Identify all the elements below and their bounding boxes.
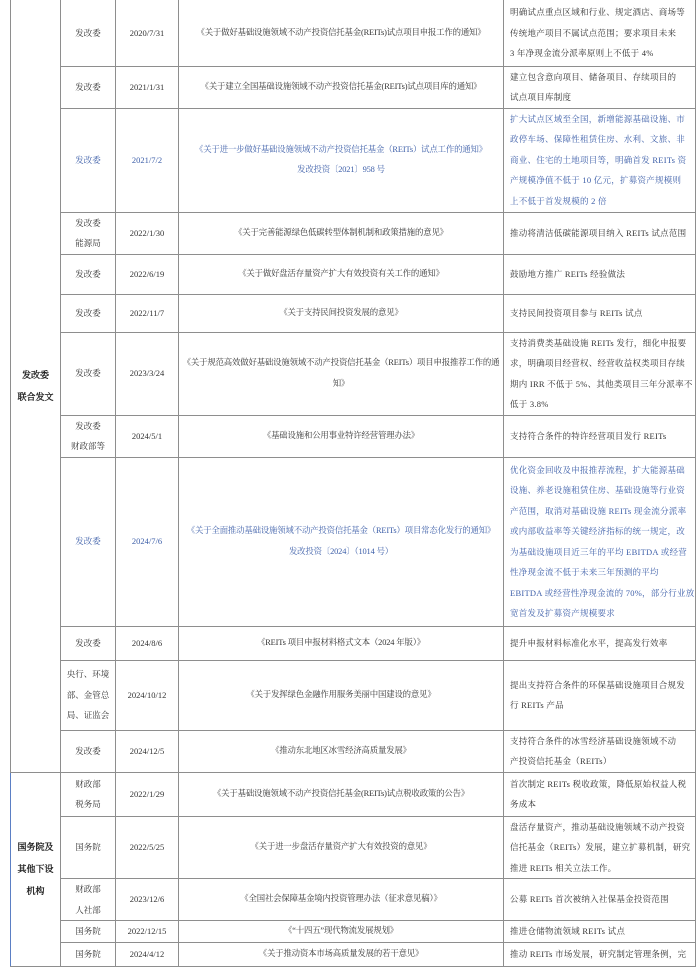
date-value: 2021/1/31 — [129, 81, 165, 92]
content-cell — [504, 730, 696, 772]
department-cell — [61, 921, 116, 943]
date-value: 2022/12/15 — [127, 926, 167, 936]
table-row — [11, 921, 696, 943]
date-value: 2024/8/6 — [131, 637, 163, 648]
department-line: 发改委 — [75, 368, 101, 379]
content-cell — [504, 660, 696, 730]
category-label-line: 联合发文 — [17, 391, 54, 402]
date-value: 2022/1/30 — [129, 227, 165, 238]
content-cell — [504, 254, 696, 294]
content-line: 上不低于首发规模的 2 倍 — [510, 195, 607, 206]
document-title-line: 《关于基础设施领域不动产投资信托基金(REITs)试点税收政策的公告》 — [212, 788, 470, 798]
date-value: 2022/5/25 — [129, 842, 165, 852]
content-line: 低于 3.8% — [510, 399, 549, 409]
date-cell — [116, 879, 179, 921]
document-title-line: 知》 — [332, 378, 350, 388]
content-line: 推动将清洁低碳能源项目纳入 REITs 试点范围 — [510, 227, 687, 238]
table-row — [11, 816, 696, 879]
content-line: 性净现金流不低于未来三年预测的平均 — [510, 567, 659, 577]
content-line: 宽首发及扩募资产规模要求 — [510, 608, 616, 618]
content-line: 产范围，取消对基础设施 REITs 现金流分派率 — [510, 505, 687, 516]
department-cell — [61, 212, 116, 254]
content-line: 产规模净值不低于 10 亿元，扩募资产规模则 — [510, 175, 682, 186]
department-line: 国务院 — [75, 842, 101, 852]
content-line: 提升申报材料标准化水平，提高发行效率 — [510, 637, 668, 648]
category-label-line: 国务院及 — [17, 842, 54, 852]
content-line: 传统地产项目不属试点范围；要求项目未来 — [510, 27, 677, 38]
document-title-line: 《关于完善能源绿色低碳转型体制机制和政策措施的意见》 — [234, 227, 448, 237]
content-cell — [504, 66, 696, 108]
document-cell — [179, 212, 504, 254]
content-line: 商业、住宅的土地项目等，明确首发 REITs 资 — [510, 154, 687, 165]
date-cell — [116, 942, 179, 966]
content-line: 提出支持符合条件的环保基础设施项目合规发 — [510, 679, 686, 690]
date-cell — [116, 332, 179, 415]
date-cell — [116, 730, 179, 772]
department-line: 财政部 — [75, 778, 101, 789]
document-cell — [179, 415, 504, 457]
category-cell — [11, 772, 61, 966]
department-line: 发改委 — [75, 217, 101, 228]
department-line: 发改委 — [75, 307, 101, 318]
content-line: 公募 REITs 首次被纳入社保基金投资范围 — [510, 894, 669, 905]
date-value: 2020/7/31 — [129, 27, 165, 38]
department-line: 发改委 — [75, 536, 101, 547]
date-value: 2023/3/24 — [129, 368, 165, 379]
document-title-line: 《关于进一步做好基础设施领域不动产投资信托基金（REITs）试点工作的通知》 — [195, 144, 487, 154]
content-cell — [504, 0, 696, 66]
document-cell — [179, 660, 504, 730]
content-line: EBITDA 或经营性净现金流的 70%，部分行业放 — [510, 587, 695, 598]
department-cell — [61, 879, 116, 921]
table-row — [11, 254, 696, 294]
document-cell — [179, 108, 504, 212]
content-line: 求，明确项目经营权、经营收益权类项目存续 — [510, 358, 686, 368]
document-title-line: 发改投资〔2021〕958 号 — [297, 165, 385, 174]
content-line: 推进仓储物流领域 REITs 试点 — [510, 926, 626, 936]
table-row — [11, 879, 696, 921]
content-line: 支持符合条件的冰雪经济基础设施领域不动 — [510, 735, 677, 746]
department-line: 部、金管总 — [66, 689, 110, 700]
table-row — [11, 626, 696, 660]
date-value: 2024/10/12 — [127, 689, 167, 700]
department-cell — [61, 942, 116, 966]
document-title-line: 《全国社会保障基金境内投资管理办法（征求意见稿）》 — [240, 894, 442, 904]
department-cell — [61, 626, 116, 660]
content-line: 行 REITs 产品 — [510, 700, 564, 710]
document-title-line: 《关于支持民间投资发展的意见》 — [279, 307, 403, 317]
department-line: 人社部 — [75, 904, 101, 915]
content-line: 或内部收益率等关键经济指标的统一规定，改 — [510, 526, 686, 536]
content-line: 明确试点重点区域和行业、规定酒店、商场等 — [510, 7, 686, 17]
content-line: 首次制定 REITs 税收政策，降低原始权益人税 — [510, 778, 687, 789]
content-line: 政停车场、保障性租赁住房、水利、文旅、非 — [510, 134, 686, 145]
content-line: 支持消费类基础设施 REITs 发行，细化申报要 — [510, 337, 687, 348]
department-cell — [61, 66, 116, 108]
department-line: 发改委 — [75, 268, 101, 279]
content-line: 支持符合条件的特许经营项目发行 REITs — [510, 430, 667, 441]
date-cell — [116, 772, 179, 816]
content-line: 为基础设施项目近三年的平均 EBITDA 或经营 — [510, 546, 687, 557]
content-cell — [504, 457, 696, 626]
content-cell — [504, 332, 696, 415]
content-line: 支持民间投资项目参与 REITs 试点 — [510, 307, 643, 318]
date-cell — [116, 660, 179, 730]
document-title-line: 《REITs 项目申报材料格式文本（2024 年版）》 — [257, 637, 425, 647]
date-cell — [116, 457, 179, 626]
table-row — [11, 212, 696, 254]
document-title-line: 《关于发挥绿色金融作用服务美丽中国建设的意见》 — [246, 689, 436, 699]
department-line: 财政部等 — [70, 441, 105, 451]
category-cell — [11, 0, 61, 772]
table-row — [11, 332, 696, 415]
document-cell — [179, 66, 504, 108]
content-line: 3 年净现金流分派率原则上不低于 4% — [510, 48, 654, 58]
date-cell — [116, 294, 179, 332]
date-value: 2022/11/7 — [129, 307, 165, 318]
document-title-line: 《推动东北地区冰雪经济高质量发展》 — [271, 745, 411, 755]
department-cell — [61, 332, 116, 415]
table-row — [11, 108, 696, 212]
document-cell — [179, 457, 504, 626]
document-title-line: 《基础设施和公用事业特许经营管理办法》 — [262, 430, 420, 440]
date-cell — [116, 626, 179, 660]
date-value: 2024/4/12 — [129, 948, 165, 959]
content-line: 建立包含意向项目、储备项目、存续项目的 — [510, 71, 677, 82]
date-cell — [116, 0, 179, 66]
date-value: 2024/12/5 — [129, 745, 165, 756]
department-cell — [61, 415, 116, 457]
department-cell — [61, 660, 116, 730]
document-title-line: 《“十四五”现代物流发展规划》 — [283, 926, 399, 935]
department-cell — [61, 457, 116, 626]
document-cell — [179, 626, 504, 660]
content-cell — [504, 921, 696, 943]
content-line: 务成本 — [510, 799, 537, 809]
department-line: 发改委 — [75, 745, 101, 756]
document-title-line: 发改投资〔2024〕（1014 号） — [288, 546, 394, 556]
department-line: 发改委 — [75, 154, 101, 165]
document-title-line: 《关于规范高效做好基础设施领域不动产投资信托基金（REITs）项目申报推荐工作的通 — [182, 358, 500, 367]
department-cell — [61, 772, 116, 816]
document-cell — [179, 730, 504, 772]
document-title-line: 《关于进一步盘活存量资产扩大有效投资的意见》 — [250, 842, 432, 851]
table-row — [11, 457, 696, 626]
content-cell — [504, 816, 696, 879]
table-row — [11, 294, 696, 332]
document-cell — [179, 0, 504, 66]
content-line: 推进 REITs 相关立法工作。 — [510, 862, 617, 873]
content-cell — [504, 626, 696, 660]
content-line: 试点项目库制度 — [510, 92, 572, 102]
content-line: 鼓励地方推广 REITs 经验做法 — [510, 268, 626, 279]
category-label-line: 机构 — [26, 886, 45, 896]
date-value: 2023/12/6 — [129, 894, 165, 905]
date-value: 2022/1/29 — [129, 788, 165, 799]
department-line: 发改委 — [75, 420, 101, 431]
document-title-line: 《关于推动资本市场高质量发展的若干意见》 — [258, 948, 424, 958]
document-cell — [179, 816, 504, 879]
content-cell — [504, 942, 696, 966]
date-value: 2024/7/6 — [131, 536, 163, 547]
department-cell — [61, 816, 116, 879]
content-line: 期内 IRR 不低于 5%、其他类项目三年分派率不 — [510, 378, 693, 389]
document-title-line: 《关于建立全国基础设施领域不动产投资信托基金(REITs)试点项目库的通知》 — [200, 81, 482, 91]
reits-policy-table — [10, 0, 696, 967]
document-cell — [179, 921, 504, 943]
department-line: 发改委 — [75, 637, 101, 648]
date-cell — [116, 108, 179, 212]
content-cell — [504, 879, 696, 921]
document-title-line: 《关于做好盘活存量资产扩大有效投资有关工作的通知》 — [238, 268, 444, 278]
document-cell — [179, 772, 504, 816]
department-line: 央行、环境 — [66, 669, 110, 680]
document-cell — [179, 254, 504, 294]
content-line: 推动 REITs 市场发展，研究制定管理条例，完 — [510, 948, 687, 959]
date-cell — [116, 254, 179, 294]
content-line: 盘活存量资产，推动基础设施领域不动产投资 — [510, 821, 686, 832]
content-cell — [504, 212, 696, 254]
document-cell — [179, 332, 504, 415]
department-line: 局、证监会 — [66, 710, 110, 721]
document-cell — [179, 942, 504, 966]
table-row — [11, 415, 696, 457]
content-cell — [504, 772, 696, 816]
content-line: 扩大试点区域至全国，新增能源基础设施、市 — [510, 113, 686, 124]
date-cell — [116, 921, 179, 943]
department-line: 国务院 — [75, 948, 101, 959]
category-label-line: 其他下设 — [17, 864, 54, 874]
department-line: 发改委 — [75, 81, 101, 92]
department-line: 税务局 — [75, 799, 101, 809]
content-line: 信托基金（REITs）发展，建立扩募机制，研究 — [510, 842, 691, 852]
table-row — [11, 0, 696, 66]
date-value: 2022/6/19 — [129, 268, 165, 279]
department-cell — [61, 0, 116, 66]
department-line: 国务院 — [75, 926, 101, 936]
content-cell — [504, 108, 696, 212]
table-row — [11, 66, 696, 108]
date-value: 2021/7/2 — [131, 154, 163, 165]
document-title-line: 《关于全面推动基础设施领域不动产投资信托基金（REITs）项目常态化发行的通知》 — [186, 526, 496, 535]
date-cell — [116, 415, 179, 457]
document-cell — [179, 879, 504, 921]
category-label-line: 发改委 — [21, 369, 49, 380]
date-cell — [116, 66, 179, 108]
table-row — [11, 942, 696, 966]
content-line: 产投资信托基金（REITs） — [510, 756, 612, 766]
table-row — [11, 730, 696, 772]
department-line: 发改委 — [75, 27, 101, 38]
policy-table-body — [11, 0, 696, 966]
date-value: 2024/5/1 — [131, 430, 163, 441]
content-cell — [504, 415, 696, 457]
department-cell — [61, 254, 116, 294]
table-row — [11, 660, 696, 730]
department-line: 财政部 — [75, 884, 101, 894]
document-title-line: 《关于做好基础设施领域不动产投资信托基金(REITs)试点项目申报工作的通知》 — [196, 27, 486, 37]
document-cell — [179, 294, 504, 332]
content-line: 优化资金回收及申报推荐流程，扩大能源基础 — [510, 464, 686, 475]
content-cell — [504, 294, 696, 332]
table-row — [11, 772, 696, 816]
department-cell — [61, 730, 116, 772]
date-cell — [116, 212, 179, 254]
department-cell — [61, 108, 116, 212]
content-line: 设施、养老设施租赁住房、基础设施等行业资 — [510, 485, 686, 495]
department-line: 能源局 — [75, 238, 101, 248]
department-cell — [61, 294, 116, 332]
date-cell — [116, 816, 179, 879]
